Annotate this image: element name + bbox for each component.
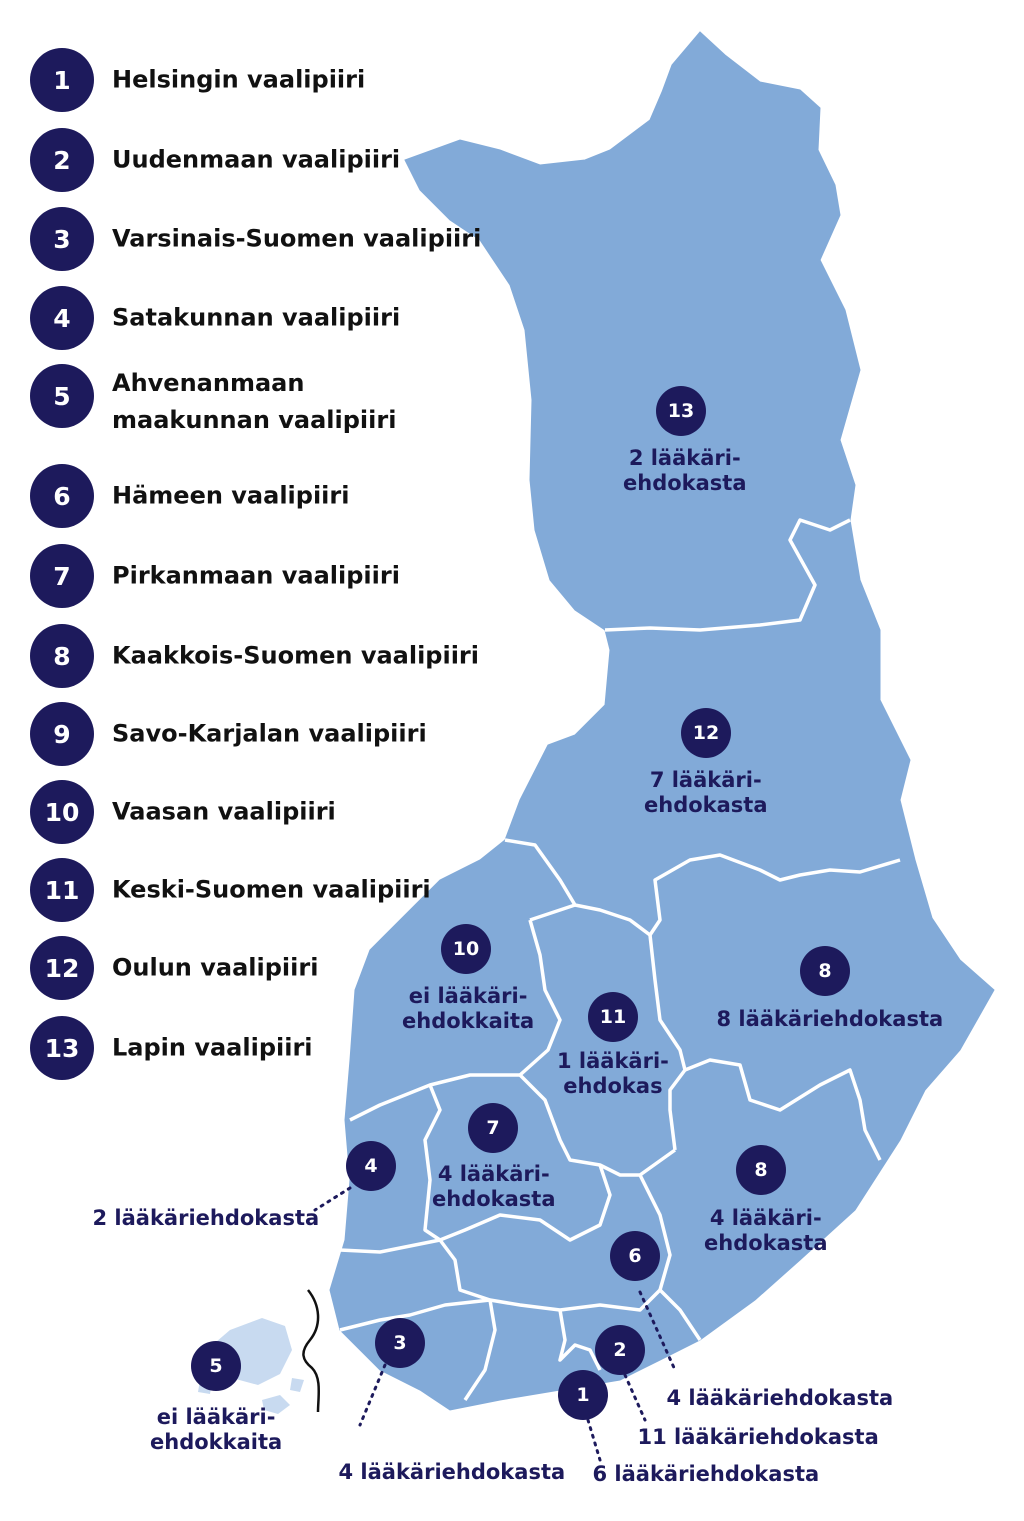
legend-number-badge: 4: [30, 286, 94, 350]
legend-number-badge: 3: [30, 207, 94, 271]
legend-label: Lapin vaalipiiri: [112, 1033, 313, 1062]
region-marker-3: 3: [375, 1318, 425, 1368]
region-candidate-count: ei lääkäri- ehdokkaita: [402, 984, 535, 1033]
region-marker-4: 4: [346, 1141, 396, 1191]
region-marker-7: 7: [468, 1103, 518, 1153]
legend-label: Savo-Karjalan vaalipiiri: [112, 719, 427, 748]
legend-label: Keski-Suomen vaalipiiri: [112, 875, 431, 904]
legend-number-badge: 6: [30, 464, 94, 528]
legend-number-badge: 2: [30, 128, 94, 192]
legend-label: Varsinais-Suomen vaalipiiri: [112, 224, 482, 253]
legend-label: Helsingin vaalipiiri: [112, 65, 366, 94]
region-candidate-count: 4 lääkäri- ehdokasta: [704, 1206, 828, 1255]
region-marker-10: 10: [441, 924, 491, 974]
legend-number-badge: 13: [30, 1016, 94, 1080]
aland-bracket: [303, 1290, 318, 1412]
region-candidate-count: 4 lääkäriehdokasta: [338, 1460, 566, 1484]
legend-number-badge: 9: [30, 702, 94, 766]
legend-label: Pirkanmaan vaalipiiri: [112, 561, 400, 590]
legend-number-badge: 10: [30, 780, 94, 844]
legend-label: Oulun vaalipiiri: [112, 953, 319, 982]
legend-label: Vaasan vaalipiiri: [112, 797, 336, 826]
legend-label: Ahvenanmaan maakunnan vaalipiiri: [112, 369, 397, 434]
legend-label: Uudenmaan vaalipiiri: [112, 145, 401, 174]
region-marker-8: 8: [800, 946, 850, 996]
region-candidate-count: 4 lääkäri- ehdokasta: [432, 1162, 556, 1211]
region-marker-2: 2: [595, 1325, 645, 1375]
legend-number-badge: 5: [30, 364, 94, 428]
region-candidate-count: 8 lääkäriehdokasta: [716, 1007, 944, 1031]
region-marker-1: 1: [558, 1370, 608, 1420]
legend-number-badge: 11: [30, 858, 94, 922]
region-candidate-count: 1 lääkäri- ehdokas: [557, 1049, 669, 1098]
legend-number-badge: 1: [30, 48, 94, 112]
legend-label: Kaakkois-Suomen vaalipiiri: [112, 641, 479, 670]
region-marker-5: 5: [191, 1341, 241, 1391]
region-marker-12: 12: [681, 708, 731, 758]
region-candidate-count: 11 lääkäriehdokasta: [637, 1425, 879, 1449]
region-candidate-count: 4 lääkäriehdokasta: [666, 1386, 894, 1410]
legend-number-badge: 12: [30, 936, 94, 1000]
legend: [0, 0, 480, 1100]
region-marker-6: 6: [610, 1231, 660, 1281]
legend-label: Satakunnan vaalipiiri: [112, 303, 401, 332]
region-candidate-count: 6 lääkäriehdokasta: [592, 1462, 820, 1486]
legend-number-badge: 7: [30, 544, 94, 608]
legend-number-badge: 8: [30, 624, 94, 688]
region-candidate-count: ei lääkäri- ehdokkaita: [150, 1405, 283, 1454]
region-candidate-count: 2 lääkäriehdokasta: [92, 1206, 320, 1230]
region-marker-8: 8: [736, 1145, 786, 1195]
region-candidate-count: 2 lääkäri- ehdokasta: [623, 446, 747, 495]
region-marker-11: 11: [588, 992, 638, 1042]
region-marker-13: 13: [656, 386, 706, 436]
legend-label: Hämeen vaalipiiri: [112, 481, 350, 510]
region-candidate-count: 7 lääkäri- ehdokasta: [644, 768, 768, 817]
